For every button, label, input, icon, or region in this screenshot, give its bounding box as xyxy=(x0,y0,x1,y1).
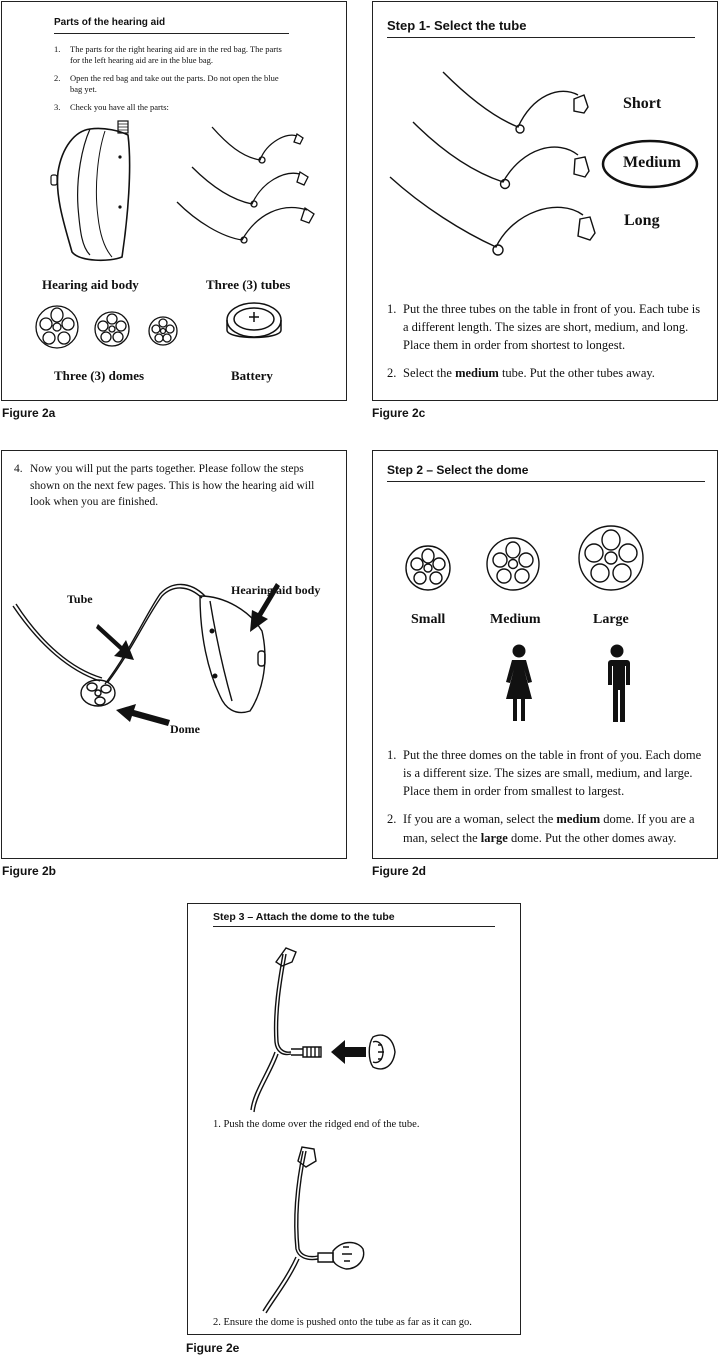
fig2e-step-2: 2. Ensure the dome is pushed onto the tube as far as it can go. xyxy=(213,1317,472,1328)
domes-sizes-illustration xyxy=(403,526,653,596)
caption-figure-2b: Figure 2b xyxy=(2,864,57,878)
caption-figure-2a: Figure 2a xyxy=(2,406,56,420)
label-dome: Dome xyxy=(170,722,200,736)
label-medium: Medium xyxy=(623,154,681,171)
fig2e-title-rule xyxy=(213,926,495,927)
fig2c-title-rule xyxy=(387,37,695,38)
label-battery: Battery xyxy=(231,368,273,383)
fig2a-item-3: 3. Check you have all the parts: xyxy=(54,101,169,112)
figure-2b-panel xyxy=(1,450,347,859)
dome-attached-illustration xyxy=(258,1139,398,1314)
fig2d-item-1: 1. Put the three domes on the table in front of you. Each dome is a different size. The sizes are small, medium, and large. Place them in order from smallest to largest. xyxy=(387,748,702,799)
fig2a-title: Parts of the hearing aid xyxy=(54,17,166,28)
hearing-aid-body-illustration xyxy=(50,117,140,267)
label-three-tubes: Three (3) tubes xyxy=(206,277,291,292)
figure-2d-panel xyxy=(372,450,718,859)
label-short: Short xyxy=(623,95,662,112)
fig2b-item-4: 4. Now you will put the parts together. Please follow the steps shown on the next few pages. This is how the hearing aid will look when you are finished. xyxy=(14,463,315,509)
label-tube: Tube xyxy=(67,592,93,606)
label-medium-dome: Medium xyxy=(490,612,541,627)
label-hearing-aid-body-assembled: Hearing aid body xyxy=(231,583,321,597)
figure-2c-panel xyxy=(372,1,718,401)
figure-2e-panel xyxy=(187,903,521,1335)
fig2e-step-1: 1. Push the dome over the ridged end of the tube. xyxy=(213,1119,420,1130)
fig2c-item-1: 1. Put the three tubes on the table in front of you. Each tube is a different length. The sizes are short, medium, and long. Place them in order from shortest to longest. xyxy=(387,302,701,353)
label-long: Long xyxy=(624,212,660,229)
label-large: Large xyxy=(593,612,629,627)
fig2d-title: Step 2 – Select the dome xyxy=(387,463,529,477)
tubes-sizes-illustration xyxy=(388,67,598,267)
three-domes-illustration xyxy=(32,302,192,352)
woman-icon xyxy=(503,644,535,722)
fig2b-instructions xyxy=(14,461,336,517)
man-icon xyxy=(601,644,633,722)
label-three-domes: Three (3) domes xyxy=(54,368,145,383)
fig2d-item-2: 2. If you are a woman, select the medium dome. If you are a man, select the large dome. Put the other domes away. xyxy=(387,812,695,845)
caption-figure-2e: Figure 2e xyxy=(186,1341,240,1355)
battery-illustration xyxy=(224,300,284,350)
tube-arrow-icon xyxy=(96,624,134,660)
fig2c-instructions xyxy=(387,300,705,389)
label-small: Small xyxy=(411,612,446,627)
label-hearing-aid-body: Hearing aid body xyxy=(42,277,139,292)
fig2d-instructions xyxy=(387,746,705,853)
three-tubes-illustration xyxy=(172,122,322,257)
fig2e-title: Step 3 – Attach the dome to the tube xyxy=(213,911,395,923)
fig2c-item-2: 2. Select the medium tube. Put the other tubes away. xyxy=(387,366,655,381)
push-arrow-icon xyxy=(331,1040,366,1064)
fig2a-instructions xyxy=(54,44,286,119)
fig2d-title-rule xyxy=(387,481,705,482)
dome-arrow-icon xyxy=(116,704,170,726)
fig2a-item-1: 1. The parts for the right hearing aid are in the red bag. The parts for the left hearing aid are in the blue bag. xyxy=(54,44,282,66)
fig2a-title-rule xyxy=(54,33,289,34)
dome-attach-illustration xyxy=(243,942,433,1117)
fig2c-title: Step 1- Select the tube xyxy=(387,18,527,33)
figure-2a-panel xyxy=(1,1,347,401)
caption-figure-2c: Figure 2c xyxy=(372,406,426,420)
fig2a-item-2: 2. Open the red bag and take out the parts. Do not open the blue bag yet. xyxy=(54,72,279,95)
caption-figure-2d: Figure 2d xyxy=(372,864,427,878)
